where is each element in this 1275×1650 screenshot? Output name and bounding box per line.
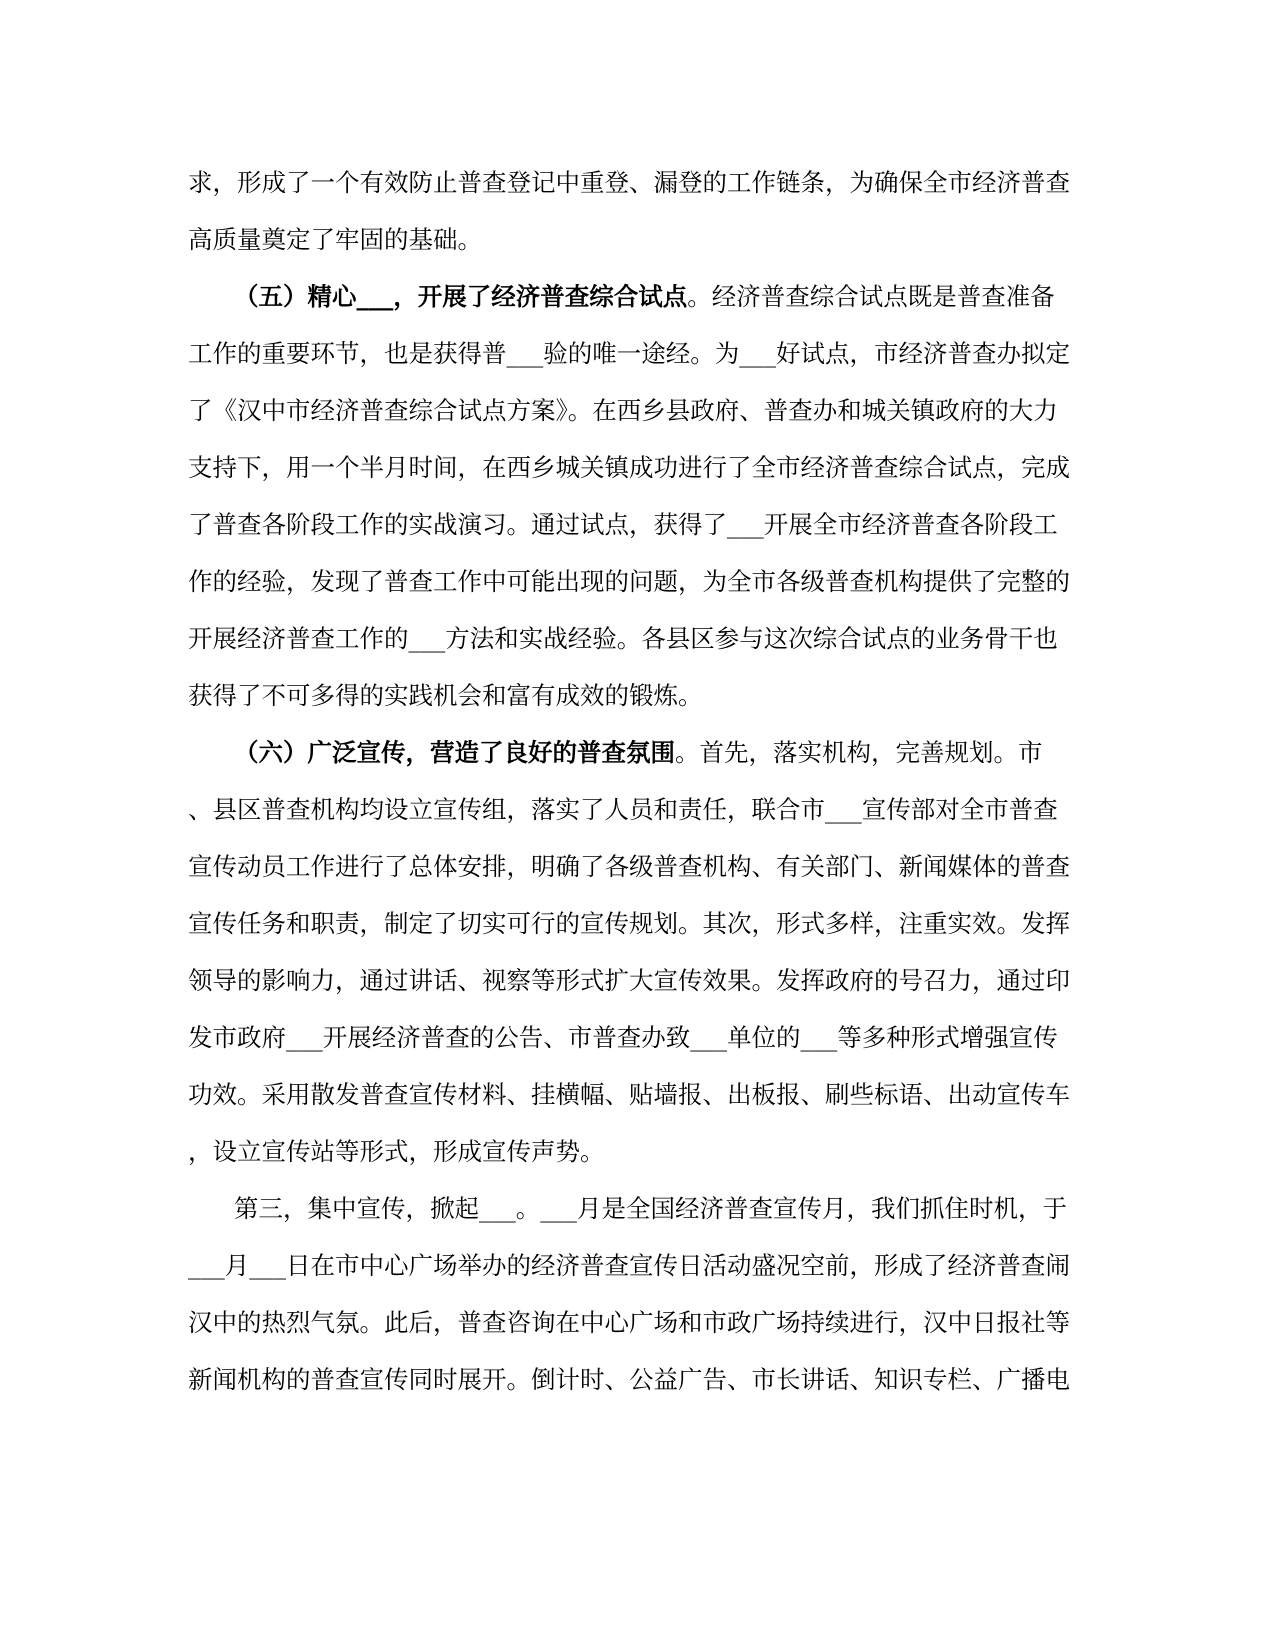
text-line: 了普查各阶段工作的实战演习。通过试点，获得了___开展全市经济普查各阶段工 [188,510,1058,539]
text-span: 。经济普查综合试点既是普查准备 [687,282,1055,311]
text-line: 作的经验，发现了普查工作中可能出现的问题，为全市各级普查机构提供了完整的 [188,567,1070,596]
text-line: 工作的重要环节，也是获得普___验的唯一途经。为___好试点，市经济普查办拟定 [188,339,1070,368]
text-line: ，设立宣传站等形式，形成宣传声势。 [188,1137,605,1166]
section-heading: （五）精心___，开展了经济普查综合试点 [234,282,688,311]
section-heading-line [234,282,1055,312]
text-line: 宣传动员工作进行了总体安排，明确了各级普查机构、有关部门、新闻媒体的普查 [188,852,1070,881]
text-line: 了《汉中市经济普查综合试点方案》。在西乡县政府、普查办和城关镇政府的大力 [188,396,1058,425]
text-line: 新闻机构的普查宣传同时展开。倒计时、公益广告、市长讲话、知识专栏、广播电 [188,1365,1070,1394]
text-line: ___月___日在市中心广场举办的经济普查宣传日活动盛况空前，形成了经济普查闹 [188,1251,1070,1280]
text-line: 求，形成了一个有效防止普查登记中重登、漏登的工作链条，为确保全市经济普查 [188,168,1070,197]
text-line: 获得了不可多得的实践机会和富有成效的锻炼。 [188,681,703,710]
text-line: 支持下，用一个半月时间，在西乡城关镇成功进行了全市经济普查综合试点，完成 [188,453,1070,482]
text-line: 汉中的热烈气氛。此后，普查咨询在中心广场和市政广场持续进行，汉中日报社等 [188,1308,1070,1337]
text-line: 宣传任务和职责，制定了切实可行的宣传规划。其次，形式多样，注重实效。发挥 [188,909,1070,938]
text-line: 高质量奠定了牢固的基础。 [188,225,482,254]
text-line: 领导的影响力，通过讲话、视察等形式扩大宣传效果。发挥政府的号召力，通过印 [188,966,1070,995]
section-heading-line [234,738,1043,768]
text-line: 第三，集中宣传，掀起___。___月是全国经济普查宣传月，我们抓住时机，于 [234,1194,1067,1223]
text-line: 功效。采用散发普查宣传材料、挂横幅、贴墙报、出板报、刷些标语、出动宣传车 [188,1080,1070,1109]
section-heading: （六）广泛宣传，营造了良好的普查氛围 [234,738,675,767]
text-line: 开展经济普查工作的___方法和实战经验。各县区参与这次综合试点的业务骨干也 [188,624,1058,653]
text-line: 、县区普查机构均设立宣传组，落实了人员和责任，联合市___宣传部对全市普查 [188,795,1058,824]
text-line: 发市政府___开展经济普查的公告、市普查办致___单位的___等多种形式增强宣传 [188,1023,1058,1052]
text-span: 。首先，落实机构，完善规划。市 [675,738,1043,767]
